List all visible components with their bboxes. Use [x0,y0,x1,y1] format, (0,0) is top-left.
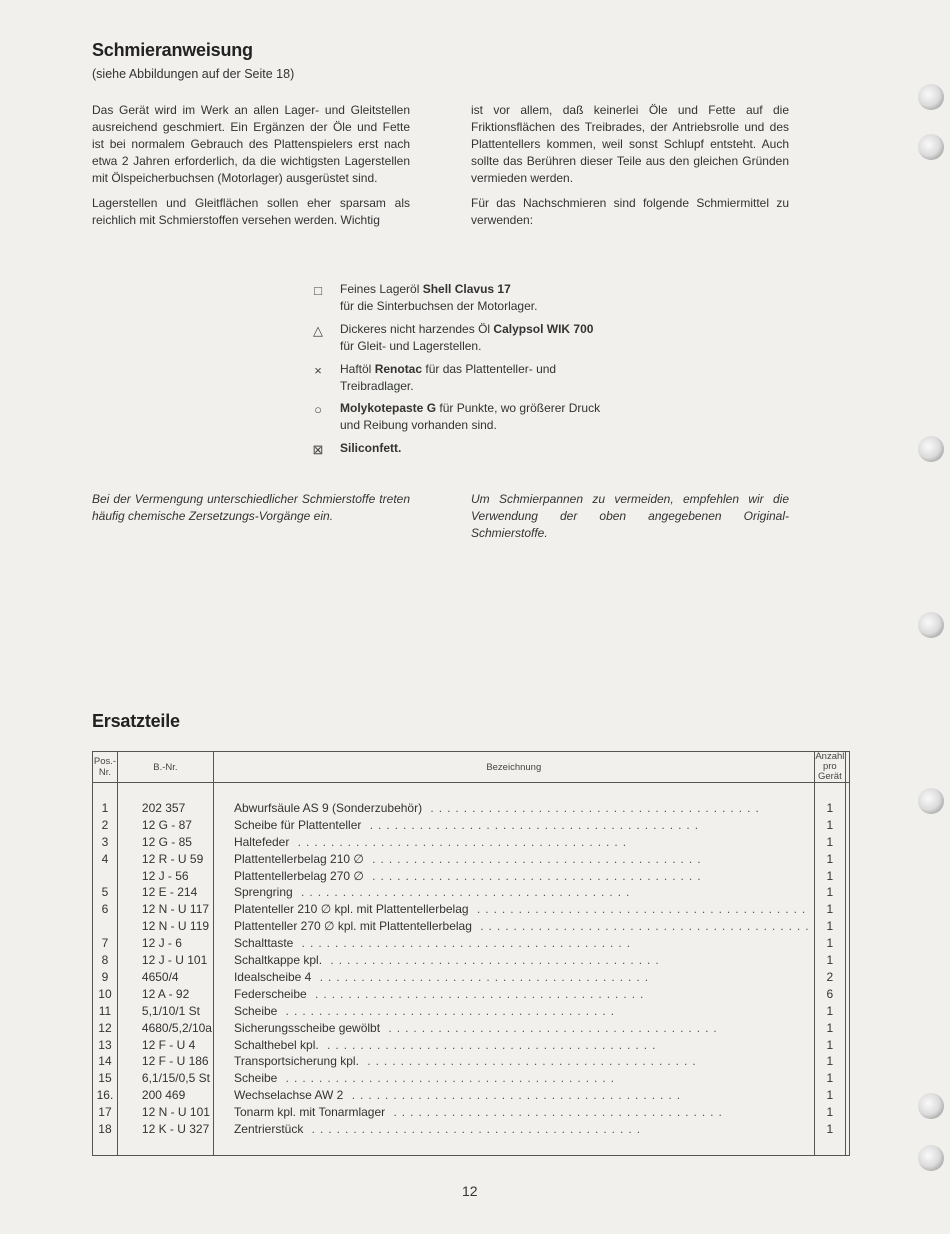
table-row [93,834,850,851]
lubrication-title: Schmieranweisung [92,40,253,60]
cell-blank [846,918,850,935]
cell-description-text: Plattenteller 270 ∅ kpl. mit Plattentellerbelag [233,919,472,934]
table-row [93,918,850,935]
cell-quantity-text: 1 [826,834,834,849]
cell-description-text: Schalttaste [233,936,294,951]
table-row [93,1070,850,1087]
cell-order-number [117,1020,213,1037]
cell-description [213,969,814,986]
cell-quantity [814,901,846,918]
leader-dots: ........................................ [311,969,654,984]
lubricant-item [310,400,640,434]
cell-quantity-text: 1 [826,919,834,934]
lubrication-left-column [92,102,410,237]
cell-quantity [814,1037,846,1054]
cell-quantity [814,952,846,969]
cell-description-text: Haltefeder [233,834,290,849]
cell-description [213,1121,814,1138]
cell-blank [846,1020,850,1037]
cell-order-number [117,952,213,969]
table-row [93,851,850,868]
lubricant-usage: und Reibung vorhanden sind. [340,418,497,432]
cell-position-text: 3 [101,834,109,849]
paragraph: ist vor allem, daß keinerlei Öle und Fette auf die Friktionsflächen des Treibrades, der Antriebsrolle und des Plattentellers kommen, weil sonst Schlupf entsteht. Auch sollte das Berühren dieser Teile aus den gleichen Gründen vermieden werden. [471,103,789,185]
cell-blank [846,1104,850,1121]
cell-order-number [117,800,213,817]
cell-position [93,851,118,868]
cell-blank [846,851,850,868]
leader-dots: ........................................ [318,1037,661,1052]
cell-order-number-text: 12 N - U 101 [141,1105,210,1120]
cell-position [93,918,118,935]
cell-position [93,969,118,986]
cell-position-text: 7 [101,936,109,951]
leader-dots: ........................................ [277,1003,620,1018]
binder-hole-icon [918,134,944,160]
cell-description-text: Scheibe [233,1071,278,1086]
cell-order-number [117,935,213,952]
cell-position-text: 4 [101,851,109,866]
binder-hole-icon [918,436,944,462]
cell-position [93,1104,118,1121]
cell-blank [846,1121,850,1138]
cell-description [213,1053,814,1070]
cell-description [213,868,814,885]
cell-order-number-text: 12 R - U 59 [141,851,204,866]
cell-position [93,1003,118,1020]
leader-dots: ........................................ [322,953,664,968]
column-header-pos: Pos.-Nr. [93,752,118,783]
cell-blank [846,800,850,817]
cell-description-text: Platenteller 210 ∅ kpl. mit Plattentellerbelag [233,902,469,917]
cell-description-text: Abwurfsäule AS 9 (Sonderzubehör) [233,800,423,815]
cell-position-text: 11 [98,1003,112,1018]
cell-blank [846,969,850,986]
cell-description-text: Transportsicherung kpl. [233,1054,359,1069]
lubricant-usage: für Gleit- und Lagerstellen. [340,339,482,353]
cell-quantity-text: 1 [826,851,834,866]
column-header-quantity [814,752,846,783]
cell-position-text: 1 [101,800,109,815]
cell-description-text: Wechselachse AW 2 [233,1088,344,1103]
cell-quantity [814,884,846,901]
cell-quantity [814,1053,846,1070]
cell-description-text: Scheibe für Plattenteller [233,817,362,832]
cell-order-number-text: 12 G - 85 [141,834,192,849]
leader-dots: ........................................ [363,868,706,883]
lubricant-name: Shell Clavus 17 [422,282,511,296]
header-quantity-line: Anzahl [815,751,845,762]
cell-order-number [117,884,213,901]
cell-order-number-text: 12 K - U 327 [141,1122,210,1137]
cell-order-number-text: 12 N - U 117 [141,902,210,917]
cell-order-number [117,969,213,986]
cell-blank [846,935,850,952]
cell-order-number [117,868,213,885]
header-quantity-line: pro Gerät [817,761,842,782]
cell-description-text: Plattentellerbelag 270 ∅ [233,868,364,883]
cell-quantity [814,1020,846,1037]
cell-quantity-text: 2 [826,969,834,984]
cell-position [93,1070,118,1087]
cell-order-number [117,901,213,918]
cell-description [213,800,814,817]
leader-dots: ........................................ [306,986,649,1001]
cell-order-number [117,1121,213,1138]
cell-description [213,1003,814,1020]
cell-blank [846,868,850,885]
cell-position-text: 15 [98,1071,112,1086]
cell-order-number-text: 6,1/15/0,5 St [141,1071,210,1086]
cell-blank [846,986,850,1003]
leader-dots: ........................................ [361,817,704,832]
cell-quantity [814,918,846,935]
table-row [93,817,850,834]
lubricant-usage: Treibradlager. [340,379,414,393]
paragraph: Für das Nachschmieren sind folgende Schmiermittel zu verwenden: [471,196,789,227]
cell-description-text: Schalthebel kpl. [233,1037,319,1052]
leader-dots: ........................................ [358,1054,701,1069]
cell-order-number-text: 202 357 [141,800,186,815]
cell-blank [846,884,850,901]
cell-description [213,952,814,969]
parts-title: Ersatzteile [92,711,180,731]
cell-order-number [117,817,213,834]
cell-quantity-text: 1 [826,868,834,883]
cell-quantity [814,868,846,885]
lubricant-item [310,361,640,395]
cell-blank [846,1003,850,1020]
cell-position-text: 8 [101,953,109,968]
column-header-bnr: B.-Nr. [117,752,213,783]
cell-quantity-text: 1 [826,800,834,815]
cell-description-text: Zentrierstück [233,1122,304,1137]
cell-quantity-text: 1 [826,885,834,900]
cell-description-text: Idealscheibe 4 [233,969,312,984]
cell-description-text: Sprengring [233,885,293,900]
cell-order-number [117,1053,213,1070]
cell-description [213,817,814,834]
cell-description [213,834,814,851]
cell-blank [846,952,850,969]
cell-blank [846,817,850,834]
binder-hole-icon [918,1145,944,1171]
cell-description [213,935,814,952]
table-spacer-row [93,1138,850,1155]
cell-quantity [814,1121,846,1138]
cell-quantity [814,986,846,1003]
cell-order-number [117,1003,213,1020]
lubricant-item [310,321,640,355]
cell-quantity-text: 1 [826,1105,834,1120]
cell-description [213,918,814,935]
table-row [93,969,850,986]
cell-quantity-text: 1 [826,1088,834,1103]
cell-position [93,834,118,851]
binder-hole-icon [918,84,944,110]
table-row [93,935,850,952]
cell-order-number [117,1037,213,1054]
cell-quantity-text: 1 [826,1037,834,1052]
cell-order-number [117,918,213,935]
binder-hole-icon [918,612,944,638]
cell-order-number [117,1104,213,1121]
cell-position-text: 12 [98,1020,112,1035]
cell-order-number-text: 4680/5,2/10a [141,1020,212,1035]
cell-position [93,817,118,834]
cell-position [93,1037,118,1054]
binder-hole-icon [918,788,944,814]
cell-order-number-text: 12 F - U 4 [141,1037,196,1052]
crossed-square-symbol-icon: ⊠ [312,442,324,457]
cell-quantity [814,1104,846,1121]
note-left: Bei der Vermengung unterschiedlicher Schmierstoffe treten häufig chemische Zersetzungs-Vorgänge ein. [92,492,410,523]
leader-dots: ........................................ [303,1122,646,1137]
lubricant-text: Haftöl [340,362,375,376]
cell-position [93,1087,118,1104]
cell-order-number [117,851,213,868]
lubricant-item [310,440,640,457]
cell-quantity [814,834,846,851]
lubricant-text: für Punkte, wo größerer Druck [436,401,601,415]
cell-quantity [814,1087,846,1104]
leader-dots: ........................................ [468,902,811,917]
leader-dots: ........................................ [277,1071,620,1086]
leader-dots: ........................................ [343,1088,686,1103]
cell-quantity [814,1070,846,1087]
cell-description [213,884,814,901]
parts-table [92,751,850,1156]
table-row [93,1053,850,1070]
table-row [93,952,850,969]
cell-blank [846,901,850,918]
cell-quantity [814,800,846,817]
cell-position-text: 10 [98,986,112,1001]
page-number: 12 [462,1183,478,1199]
cell-description [213,1037,814,1054]
cell-position-text: 6 [101,902,109,917]
cell-description-text: Sicherungsscheibe gewölbt [233,1020,381,1035]
parts-table-body [93,783,850,1156]
table-row [93,901,850,918]
cell-position [93,952,118,969]
table-row [93,1003,850,1020]
cell-description-text: Federscheibe [233,986,307,1001]
triangle-symbol-icon: △ [313,323,323,338]
cell-quantity-text: 1 [826,1003,834,1018]
leader-dots: ........................................ [289,834,632,849]
cell-description-text: Plattentellerbelag 210 ∅ [233,851,364,866]
cell-quantity [814,851,846,868]
leader-dots: ........................................ [380,1020,722,1035]
cell-order-number-text: 12 E - 214 [141,885,198,900]
cell-quantity-text: 6 [826,986,834,1001]
paragraph: Das Gerät wird im Werk an allen Lager- und Gleitstellen ausreichend geschmiert. Ein Ergänzen der Öle und Fette ist bei normalem Gebrauch des Plattenspielers erst nach etwa 2 Jahren erforderlich, da die wichtigsten Lagerstellen mit Ölspeicherbuchsen (Motorlager) ausgerüstet sind. [92,103,410,185]
cell-description-text: Tonarm kpl. mit Tonarmlager [233,1105,386,1120]
cell-position [93,1053,118,1070]
leader-dots: ........................................ [363,851,706,866]
cell-description-text: Schaltkappe kpl. [233,953,323,968]
leader-dots: ........................................ [385,1105,727,1120]
lubrication-right-column [471,102,789,237]
cell-blank [846,1087,850,1104]
cell-position [93,884,118,901]
cell-order-number [117,1070,213,1087]
leader-dots: ........................................ [422,800,764,815]
cell-description [213,901,814,918]
table-spacer-row [93,783,850,800]
cell-order-number [117,986,213,1003]
lubricant-item [310,281,640,315]
cell-quantity-text: 1 [826,817,834,832]
cell-quantity-text: 1 [826,1054,834,1069]
cell-quantity-text: 1 [826,936,834,951]
cell-quantity [814,1003,846,1020]
table-row [93,868,850,885]
cell-order-number-text: 5,1/10/1 St [141,1003,200,1018]
lubricant-name: Molykotepaste G [340,401,437,415]
table-row [93,986,850,1003]
cell-description [213,1104,814,1121]
cell-blank [846,1053,850,1070]
table-row [93,1020,850,1037]
cell-blank [846,1070,850,1087]
table-row [93,1037,850,1054]
cell-blank [846,834,850,851]
table-row [93,884,850,901]
cell-order-number-text: 4650/4 [141,969,179,984]
cell-order-number [117,834,213,851]
leader-dots: ........................................ [292,885,635,900]
cell-quantity [814,817,846,834]
lubricant-text: Dickeres nicht harzendes Öl [340,322,494,336]
lubricant-text: für das Plattenteller- und [422,362,557,376]
cell-position-text: 14 [98,1054,112,1069]
cell-order-number [117,1087,213,1104]
column-header-description: Bezeichnung [213,752,814,783]
cell-quantity-text: 1 [826,1122,834,1137]
cell-order-number-text: 12 N - U 119 [141,919,210,934]
cell-blank [846,1037,850,1054]
table-row [93,1121,850,1138]
lubricant-usage: für die Sinterbuchsen der Motorlager. [340,299,538,313]
cell-position-text: 2 [101,817,109,832]
lubricant-name: Calypsol WIK 700 [493,322,594,336]
cell-position-text: 13 [98,1037,112,1052]
cell-position-text: 18 [98,1122,112,1137]
cell-description [213,1020,814,1037]
cell-description [213,1087,814,1104]
leader-dots: ........................................ [471,919,814,934]
cell-quantity-text: 1 [826,953,834,968]
leader-dots: ........................................ [293,936,636,951]
cell-order-number-text: 12 F - U 186 [141,1054,209,1069]
table-row [93,1104,850,1121]
square-symbol-icon: □ [314,283,322,298]
table-row [93,800,850,817]
cell-quantity [814,969,846,986]
lubrication-subtitle: (siehe Abbildungen auf der Seite 18) [92,67,295,81]
circle-symbol-icon: ○ [314,402,322,417]
table-row [93,1087,850,1104]
cell-position-text: 16. [96,1088,114,1103]
cell-order-number-text: 12 J - U 101 [141,953,208,968]
cell-description [213,851,814,868]
cross-symbol-icon: × [314,363,322,378]
lubricant-name: Siliconfett. [340,441,402,455]
paragraph: Lagerstellen und Gleitflächen sollen eher sparsam als reichlich mit Schmierstoffen versehen werden. Wichtig [92,196,410,227]
cell-position [93,800,118,817]
cell-position [93,935,118,952]
column-header-blank [846,752,850,783]
cell-position-text: 17 [98,1105,112,1120]
cell-position [93,1020,118,1037]
cell-quantity-text: 1 [826,1071,834,1086]
cell-order-number-text: 12 J - 56 [141,868,189,883]
cell-order-number-text: 200 469 [141,1088,186,1103]
cell-order-number-text: 12 G - 87 [141,817,192,832]
cell-position [93,1121,118,1138]
binder-hole-icon [918,1093,944,1119]
cell-quantity-text: 1 [826,902,834,917]
cell-order-number-text: 12 A - 92 [141,986,190,1001]
cell-quantity-text: 1 [826,1020,834,1035]
cell-description [213,1070,814,1087]
lubricant-name: Renotac [374,362,423,376]
cell-order-number-text: 12 J - 6 [141,936,182,951]
note-right: Um Schmierpannen zu vermeiden, empfehlen wir die Verwendung der oben angegebenen Original-Schmierstoffe. [471,492,789,540]
cell-position-text: 9 [101,969,109,984]
cell-description [213,986,814,1003]
cell-description-text: Scheibe [233,1003,278,1018]
lubricant-text: Feines Lageröl [340,282,423,296]
cell-position [93,986,118,1003]
cell-position-text: 5 [101,885,109,900]
cell-quantity [814,935,846,952]
cell-position [93,868,118,885]
cell-position [93,901,118,918]
